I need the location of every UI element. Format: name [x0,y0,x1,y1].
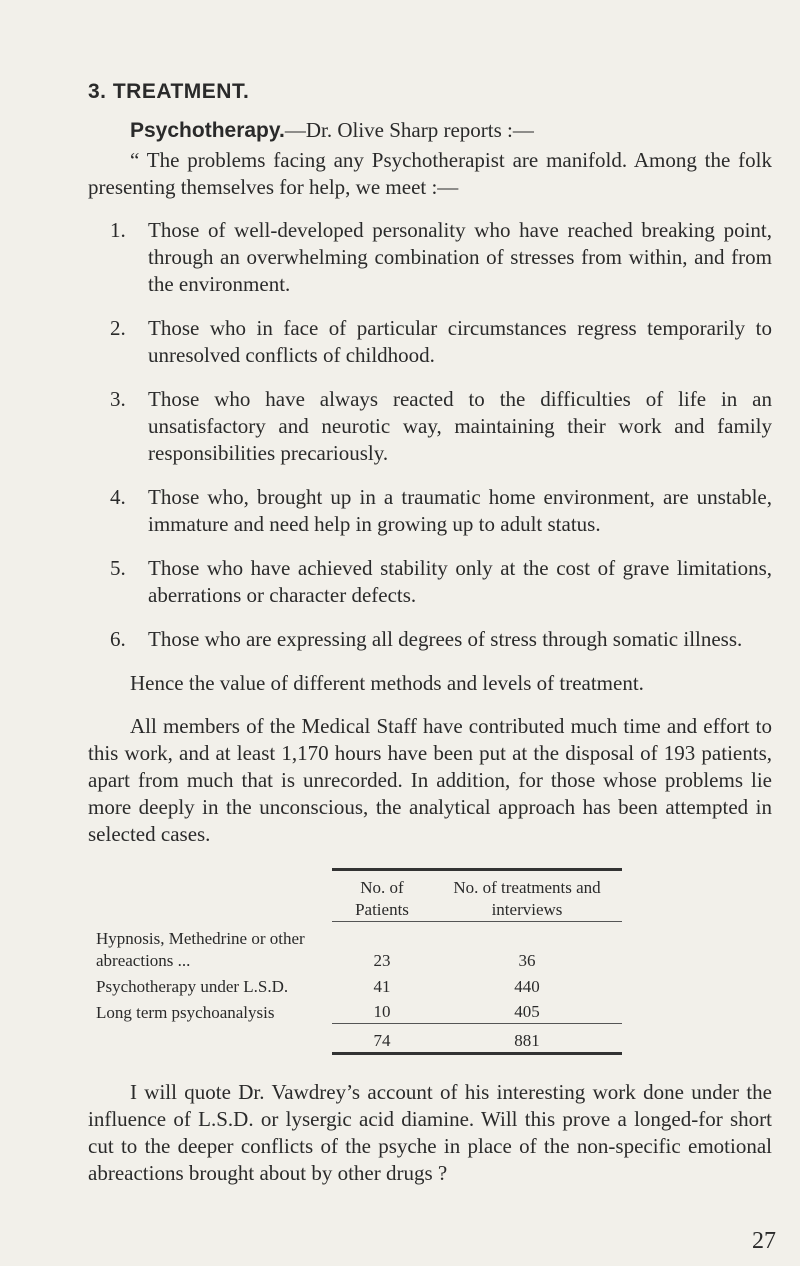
row-treatments: 440 [514,976,540,996]
list-text: Those who have always reacted to the difficulties of life in an unsatisfactory and neurotic way, maintaining their work and family responsibilities precariously. [148,387,772,465]
document-page [88,80,772,1187]
intro-paragraph: “ The problems facing any Psychotherapist are manifold. Among the folk presenting themselves for help, we meet :— [88,148,772,199]
table-row [96,972,622,998]
list-number: 3. [110,387,126,411]
members-paragraph: All members of the Medical Staff have contributed much time and effort to this work, and at least 1,170 hours have been put at the disposal of 193 patients, apart from much that is unrecorded. In addition, for those whose problems lie more deeply in the unconscious, the analytical approach has been attempted in selected cases. [88,714,772,846]
total-patients: 74 [373,1030,391,1050]
header-patients: No. of Patients [355,878,409,919]
section-title: 3. TREATMENT. [88,80,250,103]
list-item [88,315,772,369]
list-item [88,626,772,653]
list-text: Those who are expressing all degrees of stress through somatic illness. [148,627,743,651]
row-label: Hypnosis, Methedrine or other abreactions ... [96,928,305,970]
row-patients: 41 [373,976,391,996]
table-row [96,998,622,1024]
header-treatments: No. of treatments and interviews [453,878,601,919]
subsection-title: Psychotherapy. [130,119,285,142]
closing-paragraph: I will quote Dr. Vawdrey’s account of his interesting work done under the influence of L.S.D. or lysergic acid diamine. Will this prove a longed-for short cut to the deeper conflicts of the psyche in place of the non-specific emotional abreactions brought about by other drugs ? [88,1080,772,1185]
subsection-lead: —Dr. Olive Sharp reports :— [284,118,534,142]
list-item [88,386,772,467]
treatment-table [96,868,622,1059]
row-treatments: 36 [518,950,536,970]
list-number: 4. [110,485,126,509]
list-text: Those of well-developed personality who have reached breaking point, through an overwhelming combination of stresses from within, and from the environment. [148,218,772,296]
list-number: 2. [110,316,126,340]
list-number: 6. [110,627,126,651]
totals-row [96,1030,622,1054]
page-number: 27 [752,1228,776,1254]
total-treatments: 881 [514,1030,540,1050]
list-number: 1. [110,218,126,242]
list-number: 5. [110,556,126,580]
table-row [96,928,622,972]
list-text: Those who in face of particular circumstances regress temporarily to unresolved conflicts of childhood. [148,316,772,367]
list-item [88,217,772,298]
list-item [88,555,772,609]
row-patients: 23 [373,950,391,970]
table-header-row [96,871,622,922]
hence-paragraph: Hence the value of different methods and levels of treatment. [130,671,644,695]
row-label: Psychotherapy under L.S.D. [96,976,289,996]
problem-list [88,217,772,653]
row-treatments: 405 [514,1002,540,1021]
row-patients: 10 [373,1002,391,1021]
list-text: Those who have achieved stability only at the cost of grave limitations, aberrations or character defects. [148,556,772,607]
subsection-heading [130,118,772,143]
list-text: Those who, brought up in a traumatic home environment, are unstable, immature and need help in growing up to adult status. [148,485,772,536]
list-item [88,484,772,538]
row-label: Long term psychoanalysis [96,1002,275,1022]
